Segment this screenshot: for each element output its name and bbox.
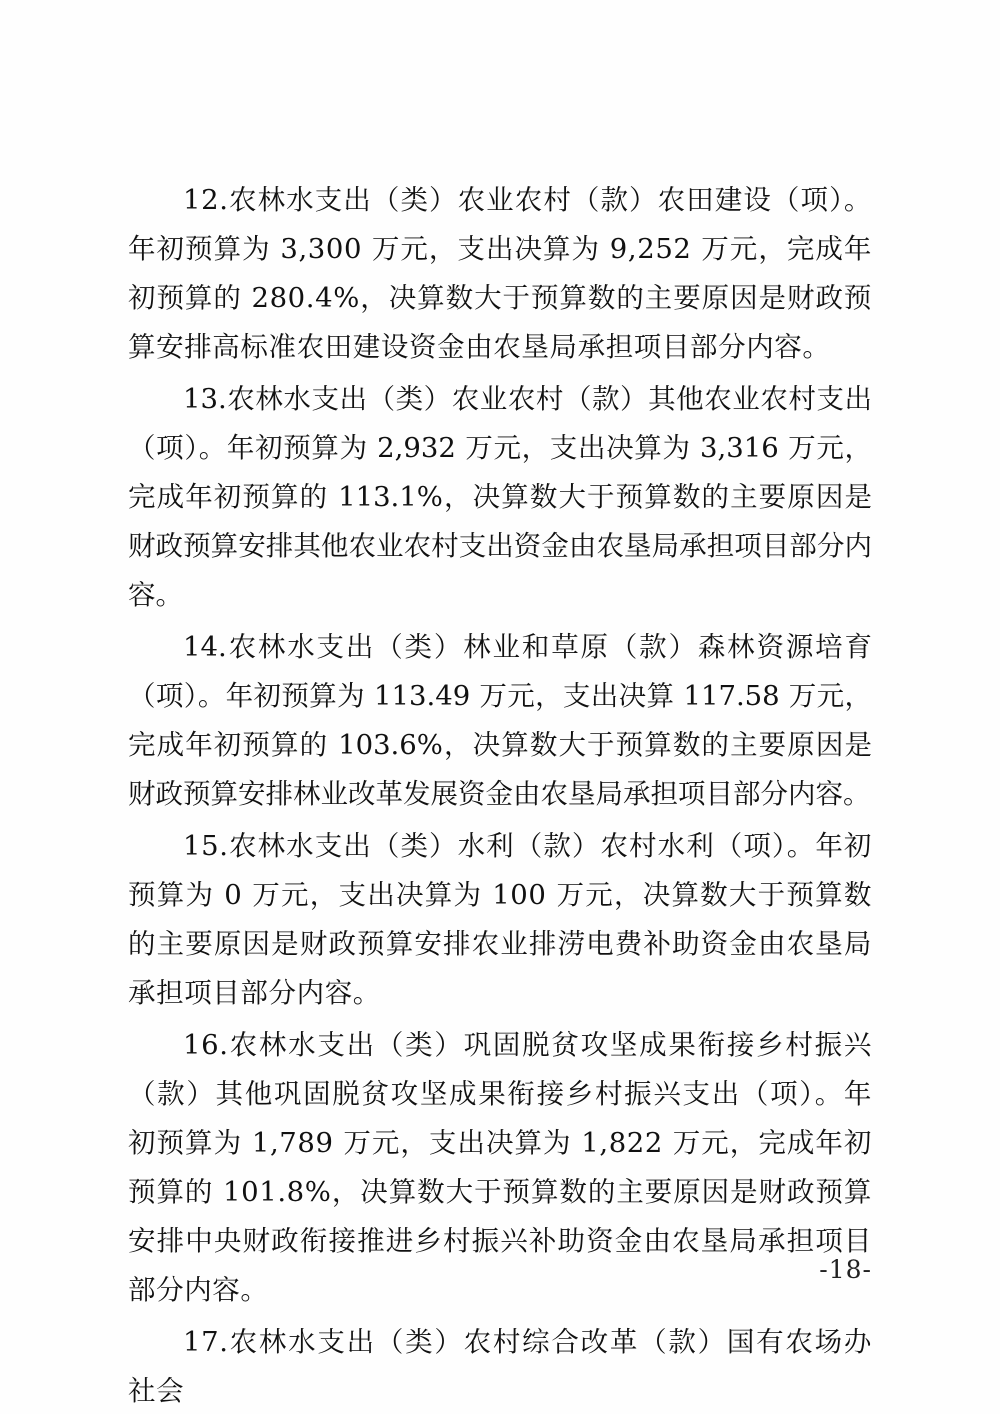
page-body — [128, 176, 872, 1414]
paragraph-item-16: 16.农林水支出（类）巩固脱贫攻坚成果衔接乡村振兴（款）其他巩固脱贫攻坚成果衔接乡村振兴支出（项）。年初预算为 1,789 万元，支出决算为 1,822 万元，完成年初预算的 101.8%，决算数大于预算数的主要原因是财政预算安排中央财政衔接推进乡村振兴补助资金由农垦局承担项目部分内容。 — [128, 1029, 872, 1306]
paragraph-item-15: 15.农林水支出（类）水利（款）农村水利（项）。年初预算为 0 万元，支出决算为 100 万元，决算数大于预算数的主要原因是财政预算安排农业排涝电费补助资金由农垦局承担项目部分内容。 — [128, 830, 872, 1009]
paragraph-item-14: 14.农林水支出（类）林业和草原（款）森林资源培育（项）。年初预算为 113.49 万元，支出决算 117.58 万元，完成年初预算的 103.6%，决算数大于预算数的主要原因是财政预算安排林业改革发展资金由农垦局承担项目部分内容。 — [128, 631, 872, 810]
paragraph-item-12: 12.农林水支出（类）农业农村（款）农田建设（项）。年初预算为 3,300 万元，支出决算为 9,252 万元，完成年初预算的 280.4%，决算数大于预算数的主要原因是财政预算安排高标准农田建设资金由农垦局承担项目部分内容。 — [128, 184, 872, 363]
paragraph-item-13: 13.农林水支出（类）农业农村（款）其他农业农村支出（项）。年初预算为 2,932 万元，支出决算为 3,316 万元，完成年初预算的 113.1%，决算数大于预算数的主要原因是财政预算安排其他农业农村支出资金由农垦局承担项目部分内容。 — [128, 383, 872, 611]
paragraph-item-17: 17.农林水支出（类）农村综合改革（款）国有农场办社会 — [128, 1326, 872, 1407]
page-number: -18- — [819, 1255, 872, 1284]
